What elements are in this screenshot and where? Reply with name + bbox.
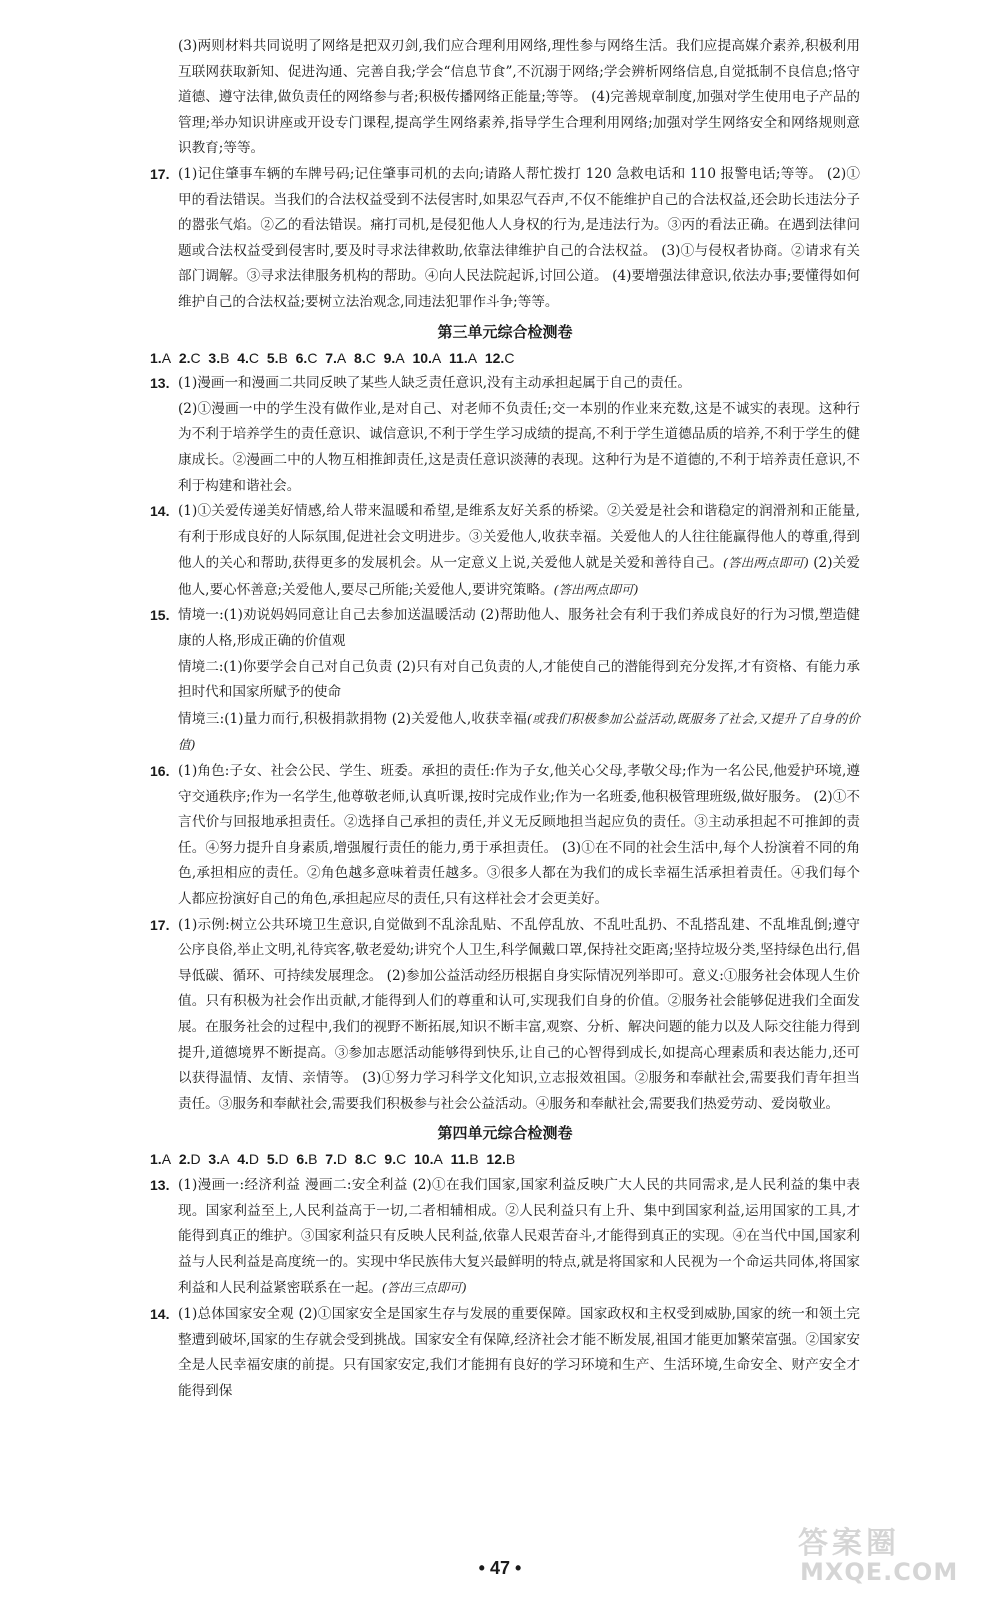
answer-14-unit3: 14. (1)①关爱传递美好情感,给人带来温暖和希望,是维系友好关系的桥梁。②关爱是社会和谐稳定的润滑剂和正能量,有利于形成良好的人际氛围,促进社会文明进步。③关爱他人,收获幸福。关爱他人的人往往能赢得他人的尊重,得到他人的关心和帮助,获得更多的发展机会。从一定意义上说,关爱他人就是关爱和善待自己。(答出两点即可) (2)关爱他人,要心怀善意;关爱他人,要尽己所能;关爱他人,要讲究策略。(答出两点即可) [150, 503, 860, 598]
mc-answers-unit3: 1.A 2.C 3.B 4.C 5.B 6.C 7.A 8.C 9.A 10.A 11.A 12.C [150, 349, 515, 366]
page-number: • 47 • [478, 1558, 522, 1578]
watermark-text: 答案圈 [798, 1526, 900, 1561]
answer-13-unit3: 13. (1)漫画一和漫画二共同反映了某些人缺乏责任意识,没有主动承担起属于自己的责任。 (2)①漫画一中的学生没有做作业,是对自己、对老师不负责任;交一本别的作业来充数,这是不诚实的表现。这种行为不利于培养学生的责任意识、诚信意识,不利于学生学习成绩的提高,不利于学生道德品质的培养,不利于学生的健康成长。②漫画二中的人物互相推卸责任,这是责任意识淡薄的表现。这种行为是不道德的,不利于培养责任意识,不利于构建和谐社会。 [150, 375, 860, 494]
answer-16-unit3: 16. (1)角色:子女、社会公民、学生、班委。承担的责任:作为子女,他关心父母,孝敬父母;作为一名公民,他爱护环境,遵守交通秩序;作为一名学生,他尊敬老师,认真听课,按时完成作业;作为一名班委,他积极管理班级,做好服务。 (2)①不言代价与回报地承担责任。②选择自己承担的责任,并义无反顾地担当起应负的责任。③主动承担起不可推卸的责任。④努力提升自身素质,增强履行责任的能力,勇于承担责任。 (3)①在不同的社会生活中,每个人扮演着不同的角色,承担相应的责任。②角色越多意味着责任越多。③很多人都在为我们的成长幸福生活承担着责任。④我们每个人都应扮演好自己的角色,承担起应尽的责任,只有这样社会才会更美好。 [150, 763, 860, 907]
section-title-unit3: 第三单元综合检测卷 [437, 322, 573, 341]
watermark-logo [792, 1518, 988, 1594]
question-number: 17. [150, 165, 170, 182]
answer-text: (1)记住肇事车辆的车牌号码;记住肇事司机的去向;请路人帮忙拨打 120 急救电话和 110 报警电话;等等。 (2)①甲的看法错误。当我们的合法权益受到不法侵害时,如果忍气吞声,不仅不能维护自己的合法权益,还会助长违法分子的嚣张气焰。②乙的看法错误。痛打司机,是侵犯他人人身权的行为,是违法行为。③丙的看法正确。在遇到法律问题或合法权益受到侵害时,要及时寻求法律救助,依靠法律维护自己的合法权益。 (3)①与侵权者协商。②请求有关部门调解。③寻求法律服务机构的帮助。④向人民法院起诉,讨回公道。 (4)要增强法律意识,依法办事;要懂得如何维护自己的合法权益;要树立法治观念,同违法犯罪作斗争;等等。 [178, 165, 860, 310]
answer-continuation [150, 34, 860, 162]
watermark-url: MXQE.COM [800, 1558, 959, 1586]
section-title-unit4: 第四单元综合检测卷 [437, 1124, 573, 1143]
answer-14-unit4: 14. (1)总体国家安全观 (2)①国家安全是国家生存与发展的重要保障。国家政权和主权受到威胁,国家的统一和领土完整遭到破坏,国家的生存就会受到挑战。国家安全有保障,经济社会才能不断发展,祖国才能更加繁荣富强。②国家安全是人民幸福安康的前提。只有国家安定,我们才能拥有良好的学习环境和生产、生活环境,生命安全、财产安全才能得到保 [150, 1305, 860, 1399]
answer-17-unit3: 17. (1)示例:树立公共环境卫生意识,自觉做到不乱涂乱贴、不乱停乱放、不乱吐乱扔、不乱搭乱建、不乱堆乱倒;遵守公序良俗,举止文明,礼待宾客,敬老爱幼;讲究个人卫生,科学佩戴口罩,保持社交距离;坚持垃圾分类,坚持绿色出行,倡导低碳、循环、可持续发展理念。 (2)参加公益活动经历根据自身实际情况列举即可。意义:①服务社会体现人生价值。只有积极为社会作出贡献,才能得到人们的尊重和认可,实现我们自身的价值。②服务社会能够促进我们全面发展。在服务社会的过程中,我们的视野不断拓展,知识不断丰富,观察、分析、解决问题的能力以及人际交往能力得到提升,道德境界不断提高。③参加志愿活动能够得到快乐,让自己的心智得到成长,如提高心理素质和表达能力,还可以获得温情、友情、亲情等。 (3)①努力学习科学文化知识,立志报效祖国。②服务和奉献社会,需要我们青年担当责任。③服务和奉献社会,需要我们积极参与社会公益活动。④服务和奉献社会,需要我们热爱劳动、爱岗敬业。 [150, 916, 860, 1112]
answer-page [150, 34, 860, 1404]
answer-15-unit3: 15. 情境一:(1)劝说妈妈同意让自己去参加送温暖活动 (2)帮助他人、服务社会有利于我们养成良好的行为习惯,塑造健康的人格,形成正确的价值观 情境二:(1)你要学会自己对自己负责 (2)只有对自己负责的人,才能使自己的潜能得到充分发挥,才有资格、有能力承担时代和国家所赋予的使命 情境三:(1)量力而行,积极捐款捐物 (2)关爱他人,收获幸福(或我们积极参加公益活动,既服务了社会,又提升了自身的价值) [150, 607, 860, 753]
continuation-text: (3)两则材料共同说明了网络是把双刃剑,我们应合理利用网络,理性参与网络生活。我们应提高媒介素养,积极利用互联网获取新知、促进沟通、完善自我;学会“信息节食”,不沉溺于网络;学会辨析网络信息,自觉抵制不良信息;恪守道德、遵守法律,做负责任的网络参与者;积极传播网络正能量;等等。 (4)完善规章制度,加强对学生使用电子产品的管理;举办知识讲座或开设专门课程,提高学生网络素养,指导学生合理利用网络;加强对学生网络安全和网络规则意识教育;等等。 [178, 38, 860, 157]
mc-answers-unit4: 1.A 2.D 3.A 4.D 5.D 6.B 7.D 8.C 9.C 10.A 11.B 12.B [150, 1151, 516, 1168]
answer-13-unit4: 13. (1)漫画一:经济利益 漫画二:安全利益 (2)①在我们国家,国家利益反映广大人民的共同需求,是人民利益的集中表现。国家利益至上,人民利益高于一切,二者相辅相成。②人民利益只有上升、集中到国家利益,运用国家的工具,才能得到真正的维护。③国家利益只有反映人民利益,依靠人民艰苦奋斗,才能得到真正的实现。④在当代中国,国家利益与人民利益是高度统一的。实现中华民族伟大复兴最鲜明的特点,就是将国家和人民视为一个命运共同体,将国家利益和人民利益紧密联系在一起。(答出三点即可) [150, 1176, 860, 1297]
answer-17-unit2 [150, 162, 860, 316]
